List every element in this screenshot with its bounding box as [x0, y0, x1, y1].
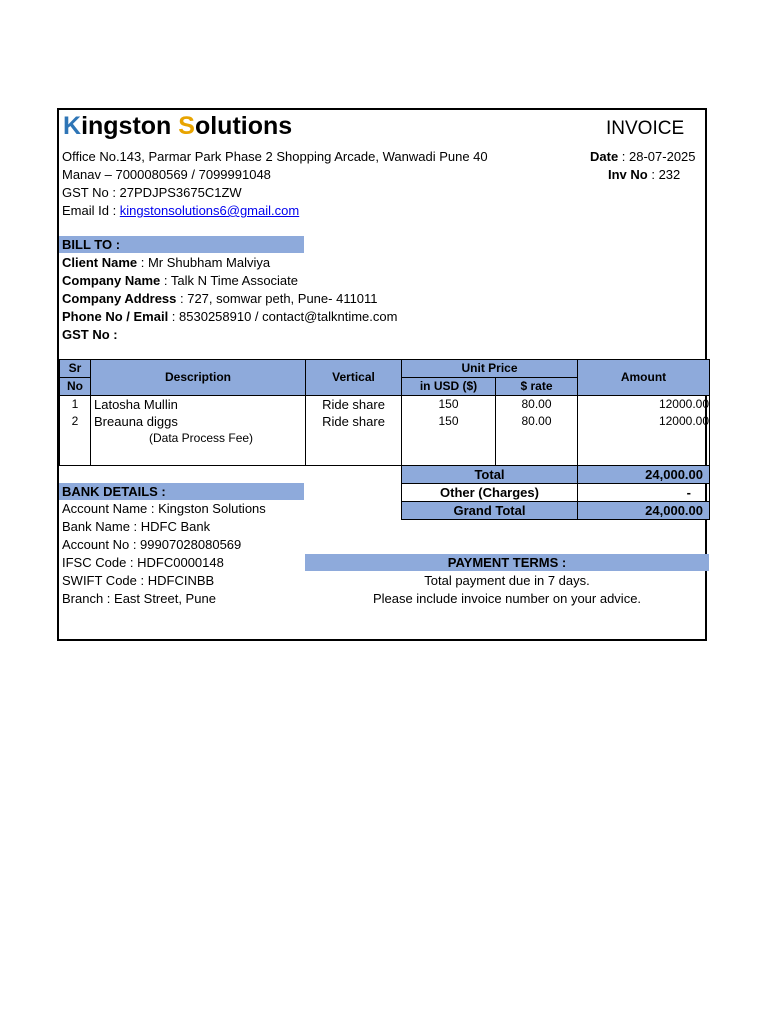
table-row-1-rate: 80.00 — [521, 397, 552, 411]
payment-terms-line-2: Please include invoice number on your advice. — [372, 591, 642, 606]
total-row — [402, 466, 710, 484]
rate-cell — [496, 396, 578, 466]
payment-terms-line-1: Total payment due in 7 days. — [424, 573, 590, 588]
other-charges-value: - — [578, 484, 710, 502]
client-company — [62, 272, 298, 290]
table-row-2-vertical: Ride share — [322, 414, 385, 429]
usd-cell — [402, 396, 496, 466]
inv-no-label: Inv No — [608, 167, 648, 182]
table-row-2-rate: 80.00 — [521, 414, 552, 428]
bank-name: Bank Name : HDFC Bank — [62, 519, 211, 534]
brand-text-ingston: ingston — [81, 112, 179, 140]
table-row-2-amount: 12000.00 — [658, 414, 710, 428]
brand-letter-s: S — [178, 112, 195, 140]
invoice-number — [608, 166, 680, 184]
header-vertical: Vertical — [306, 360, 402, 396]
client-phone-label: Phone No / Email — [62, 309, 169, 324]
table-row-1-amount: 12000.00 — [658, 397, 710, 411]
company-address: Office No.143, Parmar Park Phase 2 Shopping Arcade, Wanwadi Pune 40 — [62, 149, 488, 164]
table-row-2-sr: 2 — [71, 414, 79, 428]
header-rate: $ rate — [496, 378, 578, 396]
client-address-label: Company Address — [62, 291, 177, 306]
bill-to-heading: BILL TO : — [59, 236, 304, 253]
client-address-value: : 727, somwar peth, Pune- 411011 — [176, 291, 378, 306]
bank-details-heading: BANK DETAILS : — [59, 483, 304, 500]
client-company-value: : Talk N Time Associate — [160, 273, 299, 288]
total-label: Total — [402, 466, 578, 484]
total-value: 24,000.00 — [578, 466, 710, 484]
header-description: Description — [91, 360, 306, 396]
grand-total-value: 24,000.00 — [578, 502, 710, 520]
table-row-1-description: Latosha Mullin — [94, 397, 178, 412]
bank-swift: SWIFT Code : HDFCINBB — [62, 573, 215, 588]
client-name-value: : Mr Shubham Malviya — [137, 255, 271, 270]
header-sr: Sr — [60, 360, 91, 378]
client-gst: GST No : — [62, 327, 118, 342]
email-label: Email Id : — [62, 203, 120, 218]
brand-letter-k: K — [63, 112, 82, 140]
client-name — [62, 254, 270, 272]
date-label: Date — [590, 149, 619, 164]
payment-terms-heading: PAYMENT TERMS : — [305, 554, 709, 571]
description-cell — [91, 396, 306, 466]
client-address — [62, 290, 378, 308]
invoice-title: INVOICE — [606, 118, 685, 139]
company-email-row — [62, 202, 299, 220]
bank-ifsc: IFSC Code : HDFC0000148 — [62, 555, 224, 570]
table-body — [60, 396, 710, 466]
company-logo-title — [63, 112, 292, 141]
inv-no-value: : 232 — [647, 167, 681, 182]
header-amount: Amount — [578, 360, 710, 396]
invoice-date — [590, 148, 696, 166]
table-row-2-description: Breauna diggs — [94, 414, 178, 429]
table-row-2-usd: 150 — [438, 414, 459, 428]
header-no: No — [60, 378, 91, 396]
header-unit-price: Unit Price — [402, 360, 578, 378]
sr-cell — [60, 396, 91, 466]
bank-account-no: Account No : 99907028080569 — [62, 537, 242, 552]
invoice-sheet — [57, 108, 710, 641]
bank-branch: Branch : East Street, Pune — [62, 591, 216, 606]
bank-account-name: Account Name : Kingston Solutions — [62, 501, 266, 516]
other-charges-row — [402, 484, 710, 502]
company-contact: Manav – 7000080569 / 7099991048 — [62, 167, 271, 182]
grand-total-label: Grand Total — [402, 502, 578, 520]
brand-text-olutions: olutions — [194, 112, 293, 140]
vertical-cell — [306, 396, 402, 466]
items-table — [59, 359, 710, 466]
client-company-label: Company Name — [62, 273, 161, 288]
table-row-1-sr: 1 — [71, 397, 79, 411]
table-row-1-vertical: Ride share — [322, 397, 385, 412]
date-value: : 28-07-2025 — [618, 149, 696, 164]
header-in-usd: in USD ($) — [402, 378, 496, 396]
table-row-1-usd: 150 — [438, 397, 459, 411]
company-email-link[interactable]: kingstonsolutions6@gmail.com — [119, 203, 300, 218]
company-gst: GST No : 27PDJPS3675C1ZW — [62, 185, 242, 200]
other-charges-label: Other (Charges) — [402, 484, 578, 502]
client-phone-value: : 8530258910 / contact@talkntime.com — [168, 309, 398, 324]
client-name-label: Client Name — [62, 255, 138, 270]
client-phone-email — [62, 308, 397, 326]
totals-table — [401, 465, 710, 520]
amount-cell — [578, 396, 710, 466]
table-header-row — [60, 360, 710, 378]
item-note: (Data Process Fee) — [149, 431, 254, 445]
grand-total-row — [402, 502, 710, 520]
